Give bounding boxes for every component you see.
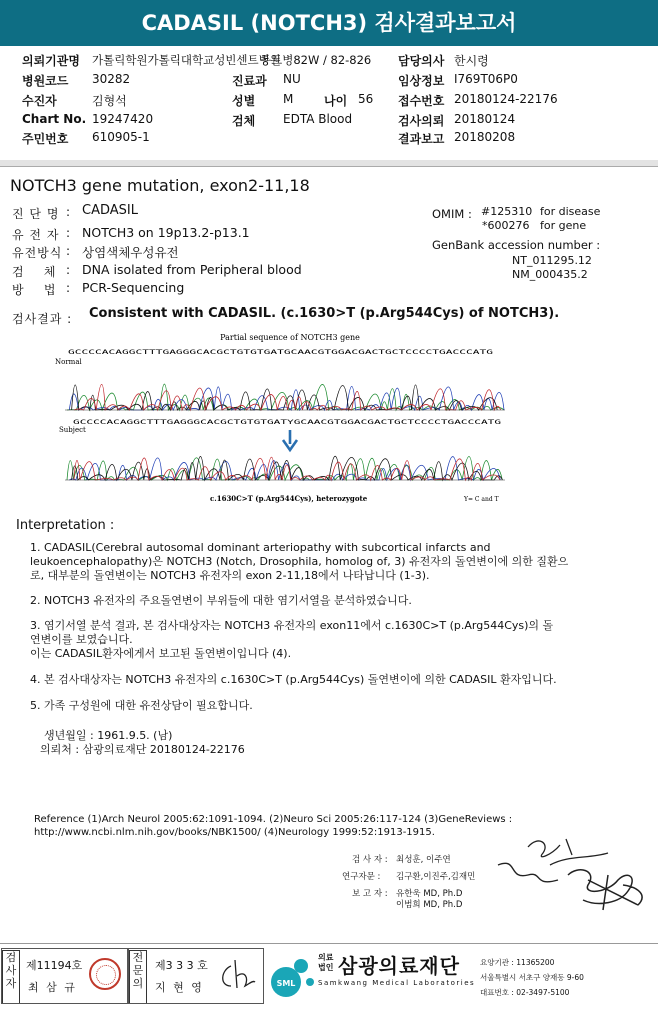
specialist-license-no: 제3 3 3 호 [155, 959, 208, 972]
resident-no-value: 610905-1 [92, 130, 150, 144]
interp-line: 5. 가족 구성원에 대한 유전상담이 필요합니다. [30, 699, 253, 712]
patient-label: 수진자 [22, 94, 57, 108]
tester-seal-icon [89, 958, 121, 990]
interp-line: 2. NOTCH3 유전자의 주요돌연변이 부위들에 대한 염기서열을 분석하였습니다. [30, 594, 412, 607]
diagnosis-label: 진 단 명 [12, 207, 60, 221]
clinical-label: 임상정보 [398, 74, 445, 88]
box-char: 문 [132, 964, 144, 977]
reference-line: Reference (1)Arch Neurol 2005:62:1091-1094. (2)Neuro Sci 2005:26:117-124 (3)GeneReviews : [34, 814, 513, 825]
mutation-arrow-icon [283, 430, 297, 450]
advisor-value: 김구환,이진주,김재민 [396, 872, 476, 882]
report-date-value: 20180208 [454, 130, 516, 144]
normal-label: Normal [55, 358, 82, 366]
specialist-name: 지 현 영 [155, 981, 204, 994]
reference-line: http://www.ncbi.nlm.nih.gov/books/NBK1500/ (4)Neurology 1999:52:1913-1915. [34, 827, 435, 838]
genbank-label: GenBank accession number : [432, 238, 601, 252]
colon: : [66, 226, 71, 240]
box-char: 검 [5, 951, 17, 964]
tester-box-label [2, 950, 20, 1004]
sml-logo-icon [268, 952, 318, 1002]
colon: : [66, 244, 71, 258]
header-info [0, 46, 658, 158]
genbank-nm: NM_000435.2 [512, 268, 588, 281]
box-char: 자 [5, 977, 17, 990]
gene-label: 유 전 자 [12, 228, 60, 242]
genbank-nt: NT_011295.12 [512, 254, 592, 267]
inheritance-value: 상염색체우성유전 [82, 245, 179, 260]
subject-label: Subject [59, 426, 86, 434]
hospital-code-label: 병원코드 [22, 74, 69, 88]
colon: : [66, 263, 71, 277]
logo-text: SML [276, 979, 296, 988]
report-date-label: 결과보고 [398, 132, 445, 146]
box-char: 사 [5, 964, 17, 977]
doctor-label: 담당의사 [398, 54, 445, 68]
interp-line: 로, 대부분의 돌연변이는 NOTCH3 유전자의 exon 2-11,18에서 나타납니다 (1-3). [30, 569, 430, 582]
specimen-label: 검체 [232, 114, 256, 128]
doctor-value: 한시령 [454, 54, 489, 68]
sex-label: 성별 [232, 94, 256, 108]
chart-no-value: 19247420 [92, 112, 154, 126]
hospital-value: 가톨릭학원가톨릭대학교성빈센트병원 [92, 53, 281, 67]
dept-value: NU [283, 72, 301, 86]
interp-para-2 [30, 594, 620, 608]
receipt-label: 접수번호 [398, 94, 445, 108]
receipt-value: 20180124-22176 [454, 92, 558, 106]
interp-line: 연변이를 보였습니다. [30, 633, 133, 646]
advisor-label: 연구자문 : [342, 872, 381, 882]
omim-gene-code: *600276 [482, 219, 530, 232]
reference [34, 813, 512, 839]
resident-no-label: 주민번호 [22, 132, 69, 146]
clinical-value: I769T06P0 [454, 72, 518, 86]
org-prefix-2: 법인 [318, 963, 334, 972]
gene-value: NOTCH3 on 19p13.2-p13.1 [82, 225, 250, 240]
request-date-value: 20180124 [454, 112, 516, 126]
reporter-label: 보 고 자 : [352, 889, 388, 899]
box-char: 의 [132, 977, 144, 990]
interp-para-5 [30, 699, 620, 713]
org-name: 삼광의료재단 [338, 954, 460, 978]
interpretation-label: Interpretation : [16, 518, 115, 533]
interp-line: 이는 CADASIL환자에게서 보고된 돌연변이입니다 (4). [30, 647, 292, 660]
interp-para-1 [30, 541, 620, 583]
report-title: CADASIL (NOTCH3) 검사결과보고서 [0, 0, 658, 46]
hospital-code-value: 30282 [92, 72, 131, 86]
contact-line: 요양기관 : 11365200 [480, 958, 555, 967]
signature-scribbles [488, 825, 658, 920]
request-date-label: 검사의뢰 [398, 114, 445, 128]
figure-title: Partial sequence of NOTCH3 gene [220, 333, 360, 342]
chart-no-label: Chart No. [22, 112, 87, 126]
requester: 의뢰처 : 삼광의료재단 20180124-22176 [40, 743, 245, 756]
inheritance-label: 유전방식 [12, 246, 63, 260]
method-label: 방 법 [12, 283, 57, 297]
interp-para-3 [30, 619, 620, 661]
hospital-label: 의뢰기관명 [22, 54, 80, 68]
birth-date: 생년월일 : 1961.9.5. (남) [44, 729, 173, 742]
specimen-value: EDTA Blood [283, 112, 353, 126]
interp-line: 4. 본 검사대상자는 NOTCH3 유전자의 c.1630C>T (p.Arg544Cys) 돌연변이에 의한 CADASIL 환자입니다. [30, 673, 557, 686]
colon: : [66, 205, 71, 219]
tester-license-no: 제11194호 [26, 959, 83, 972]
interp-line: 1. CADASIL(Cerebral autosomal dominant arteriopathy with subcortical infarcts and [30, 541, 491, 554]
seq-normal: GCCCCACAGGCTTTGAGGGCACGCTGTGTGATGCAACGTGGACGACTGCTCCCCTGACCCATG [68, 348, 494, 356]
patient-value: 김형석 [92, 94, 127, 108]
diagnosis-value: CADASIL [82, 203, 138, 218]
age-label: 나이 [324, 94, 348, 108]
org-prefix-1: 의료 [318, 953, 334, 962]
omim-gene-desc: for gene [540, 219, 587, 232]
sample-value: DNA isolated from Peripheral blood [82, 262, 302, 277]
result-value: Consistent with CADASIL. (c.1630>T (p.Arg544Cys) of NOTCH3). [89, 306, 560, 321]
box-char: 전 [132, 951, 144, 964]
age-value: 56 [358, 92, 374, 106]
method-value: PCR-Sequencing [82, 280, 185, 295]
result-label: 검사결과 : [12, 312, 73, 326]
colon: : [66, 281, 71, 295]
sex-value: M [283, 92, 294, 106]
normal-trace [67, 384, 504, 410]
tester-value: 최성훈, 이주연 [396, 855, 451, 865]
seq-subject: GCCCCACAGGCTTTGAGGGCACGCTGTGTGATYGCAACGTGGACGACTGCTCCCCTGACCCATG [73, 418, 502, 426]
contact-line: 서울특별시 서초구 양재동 9-60 [480, 973, 584, 982]
ward-value: 동트병82W / 82-826 [260, 53, 372, 67]
org-contact [480, 955, 584, 1000]
report-heading: NOTCH3 gene mutation, exon2-11,18 [10, 176, 310, 195]
dept-label: 진료과 [232, 74, 267, 88]
reporter-value-1: 유한욱 MD, Ph.D [396, 889, 463, 899]
contact-line: 대표번호 : 02-3497-5100 [480, 988, 570, 997]
chromatogram-figure [55, 330, 510, 506]
omim-disease-desc: for disease [540, 205, 601, 218]
interp-para-4 [30, 673, 620, 687]
interp-line: leukoencephalopathy)은 NOTCH3 (Notch, Drosophila, homolog of, 3) 유전자의 돌연변이에 의한 질환으 [30, 555, 569, 568]
tester-name: 최 삼 규 [28, 981, 77, 994]
interp-line: 3. 염기서열 분석 결과, 본 검사대상자는 NOTCH3 유전자의 exon11에서 c.1630C>T (p.Arg544Cys)의 돌 [30, 619, 554, 632]
figure-caption: c.1630C>T (p.Arg544Cys), heterozygote [210, 494, 368, 503]
omim-disease-code: #125310 [481, 205, 533, 218]
subject-trace [67, 456, 503, 480]
tester-label: 검 사 자 : [352, 855, 388, 865]
omim-label: OMIM : [432, 207, 472, 221]
specialist-signature [215, 956, 260, 992]
specialist-box-label [129, 950, 147, 1004]
org-prefix [318, 953, 333, 973]
reporter-value-2: 이범희 MD, Ph.D [396, 900, 463, 910]
org-english-name: Samkwang Medical Laboratories [318, 979, 476, 987]
sample-label: 검 체 [12, 265, 57, 279]
figure-legend: Y= C and T [464, 496, 499, 503]
